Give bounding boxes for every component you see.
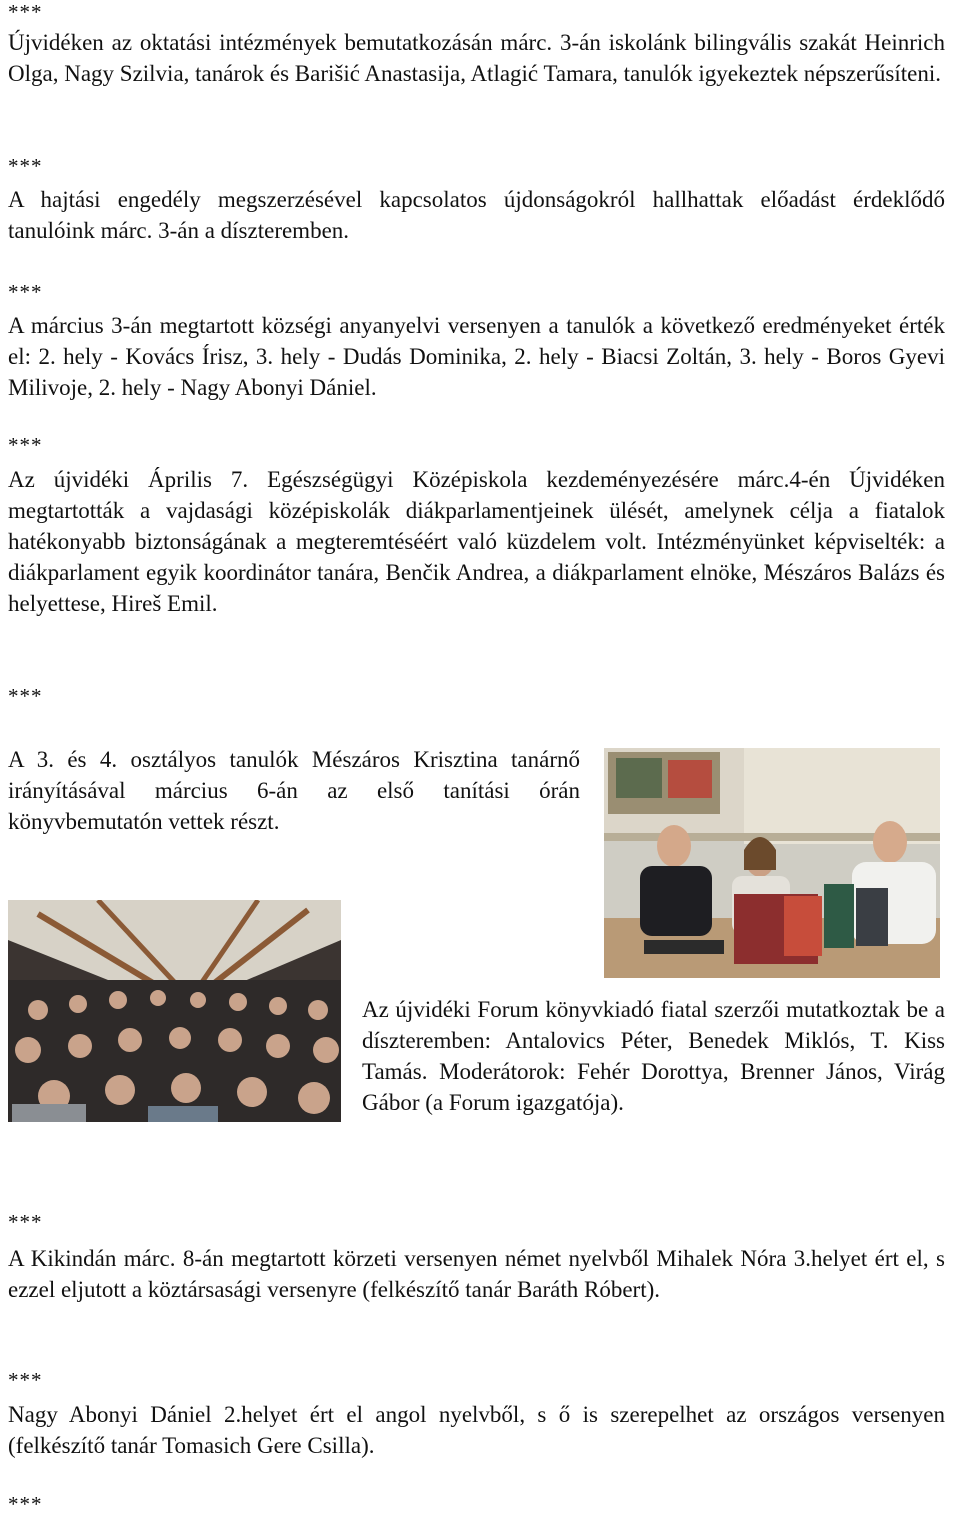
separator-8: *** bbox=[8, 1492, 43, 1516]
news-item-forum-publisher-authors: Az újvidéki Forum könyvkiadó fiatal szerzői mutatkoztak be a díszteremben: Antalovics Péter, Benedek Miklós, T. Kiss Tamás. Moderátorok: Fehér Dorottya, Brenner János, Virág Gábor (a Forum igazgatója). bbox=[362, 997, 945, 1115]
separator-4: *** bbox=[8, 433, 43, 457]
news-item-driving-license-lecture: A hajtási engedély megszerzésével kapcsolatos újdonságokról hallhattak előadást érdeklődő tanulóink márc. 3-án a díszteremben. bbox=[8, 187, 945, 243]
book-presentation-photo bbox=[604, 748, 940, 978]
audience-photo bbox=[8, 900, 341, 1122]
separator-6: *** bbox=[8, 1210, 43, 1234]
news-item-bilingual-presentation: Újvidéken az oktatási intézmények bemutatkozásán márc. 3-án iskolánk bilingvális szakát Heinrich Olga, Nagy Szilvia, tanárok és Barišić Anastasija, Atlagić Tamara, tanulók igyekeztek népszerűsíteni. bbox=[8, 30, 945, 86]
news-item-book-presentation: A 3. és 4. osztályos tanulók Mészáros Krisztina tanárnő irányításával március 6-án az első tanítási órán könyvbemutatón vettek részt. bbox=[8, 747, 580, 834]
news-item-german-competition: A Kikindán márc. 8-án megtartott körzeti versenyen német nyelvből Mihalek Nóra 3.helyet ért el, s ezzel eljutott a köztársasági versenyre (felkészítő tanár Baráth Róbert). bbox=[8, 1246, 945, 1302]
news-item-english-competition: Nagy Abonyi Dániel 2.helyet ért el angol nyelvből, s ő is szerepelhet az országos versenyen (felkészítő tanár Tomasich Gere Csilla). bbox=[8, 1402, 945, 1458]
separator-3: *** bbox=[8, 280, 43, 304]
separator-7: *** bbox=[8, 1368, 43, 1392]
news-item-student-parliament: Az újvidéki Április 7. Egészségügyi Középiskola kezdeményezésére márc.4-én Újvidéken megtartották a vajdasági középiskolák diákparlamentjeinek ülését, amelynek célja a fiatalok hatékonyabb biztonságának a megteremtéséért való küzdelem volt. Intézményünket képviselték: a diákparlament egyik koordinátor tanára, Benčik Andrea, a diákparlament elnöke, Mészáros Balázs és helyettese, Hireš Emil. bbox=[8, 467, 945, 616]
separator-5: *** bbox=[8, 684, 43, 708]
separator-1: *** bbox=[8, 0, 43, 24]
news-item-language-competition-results: A március 3-án megtartott községi anyanyelvi versenyen a tanulók a következő eredményeket érték el: 2. hely - Kovács Írisz, 3. hely - Dudás Dominika, 2. hely - Biacsi Zoltán, 3. hely - Boros Gyevi Milivoje, 2. hely - Nagy Abonyi Dániel. bbox=[8, 313, 945, 400]
separator-2: *** bbox=[8, 154, 43, 178]
